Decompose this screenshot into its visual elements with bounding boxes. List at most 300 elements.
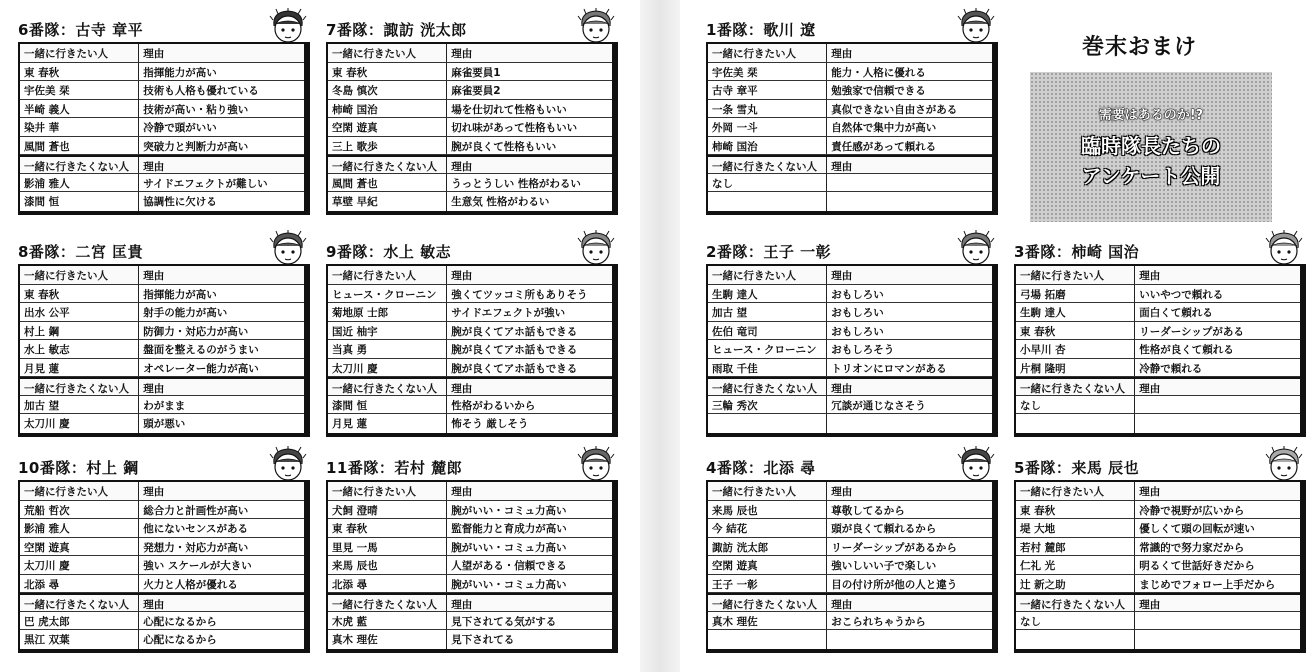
reason-header: 理由 [143,270,165,282]
want-row [328,137,612,156]
member-name [1016,414,1135,433]
member-name [708,414,827,433]
reason-header: 理由 [831,161,853,173]
want-row [1016,538,1300,557]
reason-text: 目の付け所が他の人と違う [831,578,958,591]
reason-text: 心配になるから [143,634,217,646]
reason-text: おもしろそう [831,344,895,356]
want-row [20,322,304,341]
squad-survey-7 [706,18,998,215]
want-header: 一緒に行きたい人 [20,482,139,500]
reason-text: おこられちゃうから [831,615,926,628]
want-row [1016,556,1300,575]
member-name: 仁礼 光 [1016,556,1135,574]
member-name: 犬飼 澄晴 [328,501,447,519]
reason-text: 麻雀要員2 [451,85,501,97]
member-name: 来馬 辰也 [328,556,447,574]
want-row [328,538,612,557]
want-header-row [328,44,612,63]
want-row [708,322,992,341]
member-name: 風間 蒼也 [328,174,447,192]
want-row [708,575,992,594]
reason-header: 理由 [1139,383,1161,395]
squad-survey-9 [1014,240,1306,437]
reason-text: 腕がいい・コミュ力高い [451,578,567,591]
reason-text: サイドエフェクトが強い [451,307,566,319]
want-row [328,575,612,594]
not-want-row [328,630,612,649]
member-name: 片桐 隆明 [1016,359,1135,377]
member-name: 半崎 義人 [20,100,139,118]
not-want-row [328,396,612,415]
squad-header [1014,240,1306,262]
member-name: 加古 望 [20,396,139,414]
want-row [1016,501,1300,520]
reason-text: 見下されてる気がする [451,615,557,628]
want-row [708,556,992,575]
member-name: 真木 理佐 [328,630,447,649]
squad-header [18,240,310,262]
squad-title: 9番隊：水上 敏志 [326,243,452,261]
member-name: 加古 望 [708,303,827,321]
want-row [20,501,304,520]
member-name: 木虎 藍 [328,612,447,630]
reason-text: 総合力と計画性が高い [143,504,249,517]
squad-survey-3 [18,240,310,437]
not-want-header-row [20,155,304,174]
member-name: 一条 雪丸 [708,100,827,118]
member-name: 佐伯 竜司 [708,322,827,340]
not-want-header: 一緒に行きたくない人 [708,379,827,395]
captain-portrait-icon [576,8,616,44]
reason-text: 人望がある・信頼できる [451,560,567,572]
survey-table [326,264,618,437]
captain-portrait-icon [956,230,996,266]
reason-text [827,630,992,649]
captain-portrait-icon [268,8,308,44]
want-row [20,81,304,100]
squad-header [326,240,618,262]
bonus-subtitle: 需要はあるのか!? [1098,107,1204,123]
reason-header: 理由 [451,48,473,60]
captain-portrait-icon [576,446,616,482]
squad-header [18,456,310,478]
want-row [708,81,992,100]
not-want-row [1016,396,1300,415]
survey-table [18,480,310,653]
not-want-header: 一緒に行きたくない人 [20,379,139,395]
member-name: 生駒 達人 [1016,303,1135,321]
reason-text: 自然体で集中力が高い [831,122,937,134]
reason-text: 射手の能力が高い [143,307,228,319]
not-want-row [328,612,612,631]
member-name: 古寺 章平 [708,81,827,99]
reason-text: トリオンにロマンがある [831,362,947,375]
want-row [1016,285,1300,304]
want-row [328,322,612,341]
reason-text: 腕がいい・コミュ力高い [451,541,567,554]
survey-table [18,42,310,215]
want-row [708,359,992,378]
member-name: 出水 公平 [20,303,139,321]
member-name: 水上 敏志 [20,340,139,358]
reason-text: 冗談が通じなさそう [831,399,926,412]
squad-survey-10 [706,456,998,653]
member-name: 柿崎 国治 [708,137,827,155]
member-name: 黒江 双葉 [20,630,139,649]
reason-text: リーダーシップがある [1139,325,1244,338]
squad-title: 6番隊：古寺 章平 [18,21,144,39]
want-row [328,303,612,322]
reason-text: 責任感があって頼れる [831,140,937,153]
reason-text: オペレーター能力が高い [143,362,259,375]
member-name: ヒュース・クローニン [328,285,447,303]
reason-text: 火力と人格が優れる [143,578,238,591]
reason-text: おもしろい [831,288,884,301]
member-name: 堤 大地 [1016,519,1135,537]
member-name: 冬島 慎次 [328,81,447,99]
want-header: 一緒に行きたい人 [328,482,447,500]
squad-header [706,456,998,478]
member-name: 辻 新之助 [1016,575,1135,593]
reason-text [827,192,992,211]
not-want-row [328,192,612,211]
reason-text [1135,612,1300,630]
survey-table [326,480,618,653]
member-name: 当真 勇 [328,340,447,358]
member-name: 太刀川 慶 [328,359,447,377]
member-name: 里見 一馬 [328,538,447,556]
squad-survey-1 [18,18,310,215]
want-row [328,100,612,119]
reason-text: 冷静で頭がいい [143,122,217,134]
reason-text: 指揮能力が高い [143,288,217,301]
reason-header: 理由 [143,383,165,395]
squad-title: 1番隊：歌川 遼 [706,21,816,39]
want-row [20,285,304,304]
reason-header: 理由 [831,486,853,498]
not-want-header: 一緒に行きたくない人 [708,157,827,173]
page-gutter [640,0,680,672]
want-header-row [1016,266,1300,285]
reason-text: 技術が高い・粘り強い [143,103,249,116]
not-want-header-row [328,593,612,612]
member-name: 影浦 雅人 [20,174,139,192]
reason-text: 発想力・対応力が高い [143,541,249,554]
reason-header: 理由 [451,270,473,282]
want-row [20,340,304,359]
reason-text: 強くてツッコミ所もありそう [451,288,588,301]
member-name: 風間 蒼也 [20,137,139,155]
want-row [20,118,304,137]
want-row [20,100,304,119]
reason-text: 明るくて世話好きだから [1139,560,1255,572]
want-row [20,538,304,557]
not-want-header-row [708,377,992,396]
reason-header: 理由 [1139,486,1161,498]
want-row [1016,359,1300,378]
squad-title: 3番隊：柿崎 国治 [1014,243,1140,261]
want-header-row [1016,482,1300,501]
want-row [708,519,992,538]
member-name: 東 春秋 [328,519,447,537]
want-row [328,63,612,82]
not-want-row [20,414,304,433]
not-want-row [1016,612,1300,631]
member-name: 若村 麓郎 [1016,538,1135,556]
not-want-header: 一緒に行きたくない人 [20,595,139,611]
member-name: 今 結花 [708,519,827,537]
survey-table [18,264,310,437]
want-header-row [20,266,304,285]
want-row [328,501,612,520]
survey-table [1014,480,1306,653]
want-header-row [708,266,992,285]
want-header: 一緒に行きたい人 [708,44,827,62]
want-row [20,556,304,575]
not-want-row [708,630,992,649]
not-want-header: 一緒に行きたくない人 [328,595,447,611]
want-row [328,118,612,137]
reason-text: わがまま [143,399,186,412]
reason-text: 勉強家で信頼できる [831,85,926,97]
not-want-row [20,612,304,631]
member-name: 村上 鋼 [20,322,139,340]
reason-header: 理由 [1139,599,1161,611]
member-name: 月見 蓮 [328,414,447,433]
survey-table [706,480,998,653]
want-row [1016,340,1300,359]
want-row [1016,519,1300,538]
want-header-row [708,482,992,501]
member-name: 東 春秋 [20,63,139,81]
reason-header: 理由 [831,383,853,395]
want-header-row [328,266,612,285]
want-header: 一緒に行きたい人 [708,266,827,284]
reason-header: 理由 [451,599,473,611]
bonus-title: 巻末おまけ [1082,35,1198,60]
reason-header: 理由 [831,48,853,60]
want-row [708,63,992,82]
want-header: 一緒に行きたい人 [1016,266,1135,284]
member-name: 空閑 遊真 [20,538,139,556]
not-want-header: 一緒に行きたくない人 [328,379,447,395]
survey-table [326,42,618,215]
want-row [328,285,612,304]
reason-text: 場を仕切れて性格もいい [451,103,567,116]
member-name: 弓場 拓磨 [1016,285,1135,303]
not-want-header: 一緒に行きたくない人 [20,157,139,173]
reason-text: 強いしいい子で楽しい [831,560,937,572]
captain-portrait-icon [956,446,996,482]
want-header: 一緒に行きたい人 [20,266,139,284]
member-name: 北添 尋 [328,575,447,593]
bonus-heading-line1: 臨時隊長たちの [1081,133,1221,158]
want-row [328,81,612,100]
reason-text: おもしろい [831,307,884,319]
reason-text: 監督能力と育成力が高い [451,523,567,535]
want-header-row [20,44,304,63]
not-want-header-row [20,593,304,612]
not-want-row [328,174,612,193]
reason-text: 盤面を整えるのがうまい [143,344,259,356]
want-header-row [708,44,992,63]
not-want-row [1016,414,1300,433]
member-name [708,630,827,649]
reason-header: 理由 [143,599,165,611]
member-name: 北添 尋 [20,575,139,593]
not-want-header: 一緒に行きたくない人 [328,157,447,173]
reason-text: 面白くて頼れる [1139,307,1213,319]
reason-text: 冷静で頼れる [1139,362,1203,375]
want-row [1016,575,1300,594]
reason-text: リーダーシップがあるから [831,541,957,554]
bonus-heading-line2: アンケート公開 [1081,163,1221,188]
reason-text [1135,414,1300,433]
squad-survey-5 [18,456,310,653]
member-name: 荒船 哲次 [20,501,139,519]
want-row [20,519,304,538]
member-name: 東 春秋 [1016,322,1135,340]
member-name: 雨取 千佳 [708,359,827,377]
want-header: 一緒に行きたい人 [20,44,139,62]
want-row [328,340,612,359]
reason-text: 頭が良くて頼れるから [831,523,937,535]
reason-text: 尊敬してるから [831,504,905,517]
want-header-row [20,482,304,501]
not-want-header-row [708,593,992,612]
reason-header: 理由 [1139,270,1161,282]
squad-header [326,18,618,40]
member-name: 生駒 達人 [708,285,827,303]
reason-text: 技術も人格も優れている [143,85,259,97]
reason-text [1135,396,1300,414]
captain-portrait-icon [1264,446,1304,482]
member-name: 小早川 杏 [1016,340,1135,358]
reason-text: 防御力・対応力が高い [143,325,249,338]
squad-survey-6 [326,456,618,653]
want-row [328,519,612,538]
reason-header: 理由 [451,383,473,395]
squad-survey-8 [706,240,998,437]
member-name: 東 春秋 [20,285,139,303]
want-row [708,303,992,322]
member-name: 外岡 一斗 [708,118,827,136]
not-want-row [1016,630,1300,649]
member-name [1016,630,1135,649]
squad-header [326,456,618,478]
want-row [328,556,612,575]
member-name: 太刀川 慶 [20,556,139,574]
not-want-row [20,630,304,649]
reason-text: 協調性に欠ける [143,196,217,208]
want-row [20,575,304,594]
member-name: 国近 柚宇 [328,322,447,340]
member-name: 真木 理佐 [708,612,827,630]
not-want-header-row [708,155,992,174]
captain-portrait-icon [956,8,996,44]
captain-portrait-icon [268,230,308,266]
reason-header: 理由 [831,599,853,611]
squad-header [706,240,998,262]
member-name: 三輪 秀次 [708,396,827,414]
reason-text: 見下されてる [451,634,515,646]
member-name: なし [708,174,827,192]
squad-title: 8番隊：二宮 匡貴 [18,243,144,261]
captain-portrait-icon [268,446,308,482]
squad-survey-11 [1014,456,1306,653]
member-name: 王子 一彰 [708,575,827,593]
reason-header: 理由 [831,270,853,282]
squad-title: 7番隊：諏訪 洸太郎 [326,21,467,39]
want-row [708,501,992,520]
not-want-header: 一緒に行きたくない人 [708,595,827,611]
member-name: 草壁 早紀 [328,192,447,211]
member-name: 宇佐美 栞 [708,63,827,81]
reason-text: 性格がわるいから [451,399,536,412]
squad-title: 10番隊：村上 鋼 [18,459,139,477]
reason-text: 冷静で視野が広いから [1139,504,1245,517]
reason-text: 腕が良くてアホ話もできる [451,344,578,356]
squad-header [706,18,998,40]
member-name: 菊地原 士郎 [328,303,447,321]
reason-text: いいやつで頼れる [1139,288,1224,301]
member-name: 染井 華 [20,118,139,136]
squad-survey-4 [326,240,618,437]
want-row [708,340,992,359]
member-name: 宇佐美 栞 [20,81,139,99]
reason-text: サイドエフェクトが難しい [143,177,268,190]
reason-text: 指揮能力が高い [143,66,217,79]
reason-text: 心配になるから [143,615,217,628]
reason-text: 性格が良くて頼れる [1139,344,1234,356]
reason-text: 腕が良くてアホ話もできる [451,362,578,375]
squad-header [18,18,310,40]
reason-text: 突破力と判断力が高い [143,140,249,153]
member-name: 三上 歌歩 [328,137,447,155]
reason-text: 強い スケールが大きい [143,560,252,572]
not-want-row [20,396,304,415]
want-row [1016,303,1300,322]
reason-header: 理由 [451,486,473,498]
want-row [708,538,992,557]
want-header-row [328,482,612,501]
not-want-header-row [1016,377,1300,396]
want-row [20,359,304,378]
not-want-row [20,192,304,211]
want-row [328,359,612,378]
want-row [708,137,992,156]
want-row [708,285,992,304]
reason-text: 生意気 性格がわるい [451,196,550,208]
want-row [20,137,304,156]
reason-text: 真似できない自由さがある [831,103,958,116]
reason-text: 優しくて頭の回転が速い [1139,523,1255,535]
squad-survey-2 [326,18,618,215]
reason-text: まじめでフォロー上手だから [1139,578,1276,591]
reason-text [827,414,992,433]
reason-header: 理由 [143,48,165,60]
not-want-header-row [1016,593,1300,612]
survey-table [1014,264,1306,437]
reason-header: 理由 [143,486,165,498]
survey-table [706,42,998,215]
member-name: 空閑 遊真 [708,556,827,574]
member-name: ヒュース・クローニン [708,340,827,358]
member-name: 来馬 辰也 [708,501,827,519]
captain-portrait-icon [576,230,616,266]
reason-text: うっとうしい 性格がわるい [451,177,581,190]
